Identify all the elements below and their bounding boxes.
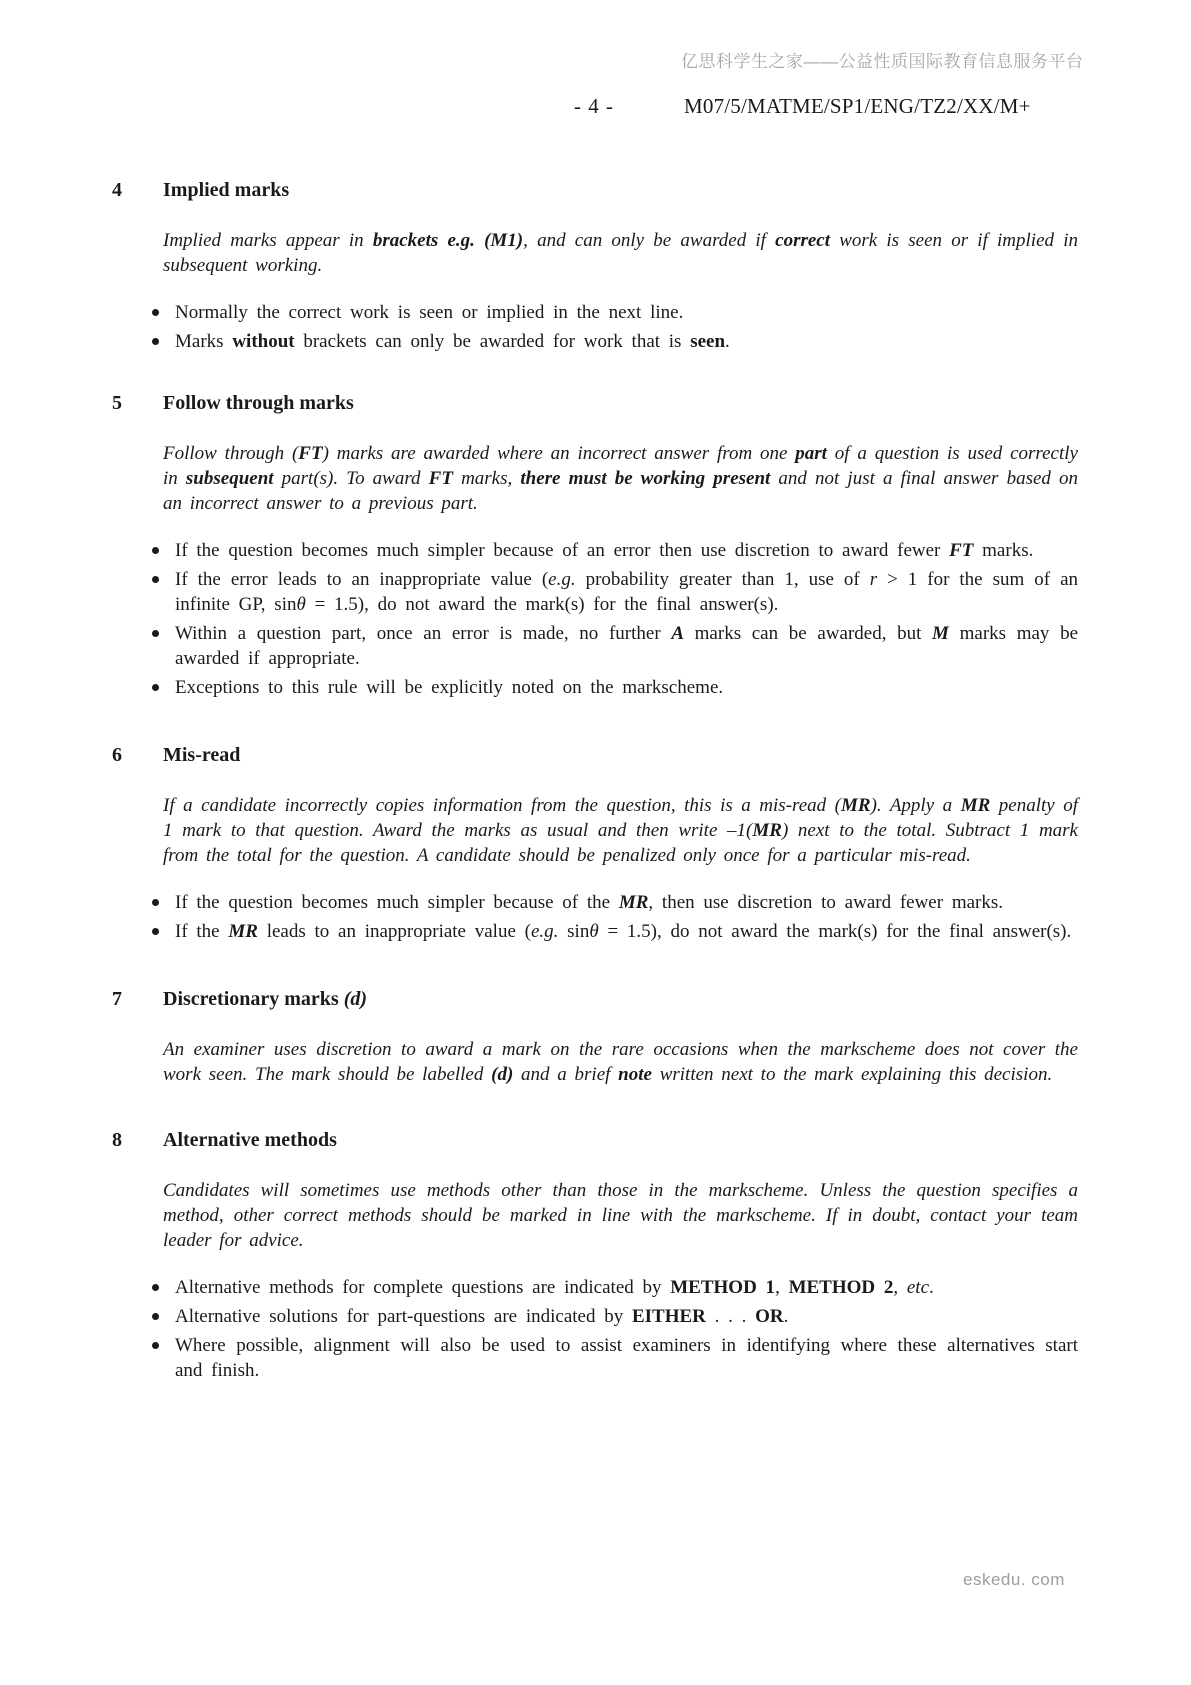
text-run: If the question becomes much simpler because of the: [175, 892, 619, 913]
text-run: MR: [841, 795, 871, 816]
section-6: [112, 743, 1078, 944]
text-run: FT: [949, 540, 974, 561]
bullet-dot: [152, 899, 159, 906]
text-run: If the: [175, 921, 229, 942]
text-run: there must be working present: [520, 468, 771, 489]
text-run: ) next to the total. Subtract 1 mark from the total for the question. A candidate should be penalized only once for a particular mis-read.: [163, 820, 1078, 866]
bullet-list: [163, 1275, 1078, 1383]
bullet-item: [163, 329, 1078, 354]
bullet-item: [163, 300, 1078, 325]
text-run: .: [725, 331, 730, 352]
section-title: [163, 743, 1078, 768]
text-run: Where possible, alignment will also be used to assist examiners in identifying where these alternatives start and finish.: [175, 1335, 1078, 1381]
bullet-dot: [152, 309, 159, 316]
bullet-dot: [152, 928, 159, 935]
section-4: [112, 178, 1078, 354]
text-run: M: [932, 623, 949, 644]
bullet-text: [175, 567, 1078, 617]
text-run: Alternative solutions for part-questions are indicated by: [175, 1306, 632, 1327]
bullet-list: [163, 300, 1078, 354]
text-run: ). Apply a: [870, 795, 961, 816]
bullet-text: [175, 1333, 1078, 1383]
text-run: ,: [775, 1277, 789, 1298]
bullet-dot: [152, 547, 159, 554]
bullet-item: [163, 675, 1078, 700]
text-run: part(s). To award: [273, 468, 429, 489]
section-7: [112, 987, 1078, 1087]
text-run: Within a question part, once an error is made, no further: [175, 623, 672, 644]
text-run: work is seen or if implied in subsequent working.: [163, 230, 1078, 276]
text-run: marks.: [973, 540, 1034, 561]
bullet-dot: [152, 1313, 159, 1320]
text-run: etc: [906, 1277, 930, 1298]
text-run: sin: [558, 921, 590, 942]
text-run: Alternative methods: [163, 1129, 337, 1151]
text-run: e.g.: [530, 921, 559, 942]
bullet-text: [175, 538, 1078, 563]
text-run: FT: [298, 443, 323, 464]
text-run: .: [929, 1277, 934, 1298]
section-8: [112, 1128, 1078, 1383]
text-run: METHOD 2: [788, 1277, 894, 1298]
bullet-dot: [152, 1284, 159, 1291]
bullet-item: [163, 1333, 1078, 1383]
bullet-dot: [152, 684, 159, 691]
bullet-list: [163, 890, 1078, 944]
text-run: > 1 for the sum of an infinite GP, sin: [175, 569, 1078, 615]
section-title: [163, 987, 1078, 1012]
text-run: Mis-read: [163, 744, 241, 766]
section-number: 5: [112, 392, 122, 414]
text-run: Follow through marks: [163, 392, 354, 414]
text-run: Discretionary marks: [163, 988, 344, 1010]
text-run: METHOD 1: [670, 1277, 776, 1298]
text-run: without: [232, 331, 295, 352]
text-run: probability greater than 1, use of: [575, 569, 870, 590]
text-run: .: [783, 1306, 789, 1327]
text-run: , and can only be awarded if: [523, 230, 776, 251]
bullet-text: [175, 890, 1078, 915]
text-run: MR: [960, 795, 991, 816]
text-run: note: [618, 1064, 652, 1085]
bullet-text: [175, 300, 1078, 325]
section-intro: [163, 441, 1078, 516]
section-intro: [163, 793, 1078, 868]
text-run: Implied marks appear in: [163, 230, 373, 251]
text-run: FT: [428, 468, 453, 489]
text-run: Candidates will sometimes use methods other than those in the markscheme. Unless the question specifies a method, other correct methods should be marked in line with the markscheme. If in doubt, contact your team leader for advice.: [163, 1180, 1078, 1251]
text-run: MR: [228, 921, 258, 942]
text-run: Marks: [175, 331, 233, 352]
section-title: [163, 1128, 1078, 1153]
section-number: 7: [112, 988, 122, 1010]
section-title: [163, 391, 1078, 416]
text-run: marks can be awarded, but: [684, 623, 933, 644]
bullet-dot: [152, 576, 159, 583]
text-run: MR: [618, 892, 649, 913]
text-run: Normally the correct work is seen or implied in the next line.: [175, 302, 684, 323]
text-run: penalty of 1 mark to that question. Award the marks as usual and then write –1(: [163, 795, 1078, 841]
text-run: r: [869, 569, 878, 590]
bullet-list: [163, 538, 1078, 700]
text-run: and a brief: [513, 1064, 619, 1085]
text-run: ) marks are awarded where an incorrect answer from one: [322, 443, 796, 464]
bullet-item: [163, 567, 1078, 617]
text-run: (d): [343, 988, 368, 1010]
section-number: 6: [112, 744, 122, 766]
bullet-text: [175, 675, 1078, 700]
bullet-dot: [152, 338, 159, 345]
bullet-text: [175, 621, 1078, 671]
bullet-item: [163, 919, 1078, 944]
text-run: If the question becomes much simpler because of an error then use discretion to award fewer: [175, 540, 950, 561]
text-run: Follow through (: [163, 443, 299, 464]
text-run: subsequent: [185, 468, 274, 489]
bullet-text: [175, 919, 1078, 944]
text-run: An examiner uses discretion to award a mark on the rare occasions when the markscheme does not cover the work seen. The mark should be labelled: [163, 1039, 1078, 1085]
text-run: written next to the mark explaining this decision.: [651, 1064, 1053, 1085]
bullet-text: [175, 329, 1078, 354]
section-intro: [163, 1037, 1078, 1087]
text-run: If the error leads to an inappropriate value (: [175, 569, 549, 590]
text-run: MR: [752, 820, 782, 841]
bullet-item: [163, 621, 1078, 671]
section-number: 8: [112, 1129, 122, 1151]
text-run: (d): [491, 1064, 514, 1085]
text-run: ,: [893, 1277, 907, 1298]
bullet-dot: [152, 1342, 159, 1349]
text-run: . . .: [705, 1306, 756, 1327]
document-code: M07/5/MATME/SP1/ENG/TZ2/XX/M+: [684, 94, 1031, 118]
bullet-text: [175, 1275, 1078, 1300]
text-run: = 1.5), do not award the mark(s) for the final answer(s).: [305, 594, 779, 615]
text-run: e.g.: [548, 569, 576, 590]
section-5: [112, 391, 1078, 700]
sections-container: [112, 178, 1078, 1383]
top-watermark-text: 亿思科学生之家——公益性质国际教育信息服务平台: [681, 52, 1084, 71]
text-run: If a candidate incorrectly copies information from the question, this is a mis-read (: [163, 795, 841, 816]
text-run: Exceptions to this rule will be explicitly noted on the markscheme.: [175, 677, 724, 698]
text-run: marks,: [452, 468, 521, 489]
bullet-item: [163, 538, 1078, 563]
text-run: = 1.5), do not award the mark(s) for the final answer(s).: [598, 921, 1072, 942]
text-run: brackets can only be awarded for work that is: [294, 331, 691, 352]
text-run: seen: [690, 331, 726, 352]
text-run: brackets e.g. (M1): [372, 230, 524, 251]
text-run: leads to an inappropriate value (: [257, 921, 531, 942]
bottom-watermark-text: eskedu. com: [963, 1570, 1065, 1589]
bullet-text: [175, 1304, 1078, 1329]
text-run: Implied marks: [163, 179, 290, 201]
bullet-item: [163, 1275, 1078, 1300]
text-run: OR: [755, 1306, 784, 1327]
bullet-item: [163, 1304, 1078, 1329]
bullet-dot: [152, 630, 159, 637]
text-run: θ: [296, 594, 306, 615]
text-run: of a question is used correctly in: [163, 443, 1078, 489]
section-intro: [163, 228, 1078, 278]
text-run: Alternative methods for complete questions are indicated by: [175, 1277, 671, 1298]
text-run: and not just a final answer based on an incorrect answer to a previous part.: [163, 468, 1079, 514]
bullet-item: [163, 890, 1078, 915]
section-title: [163, 178, 1078, 203]
text-run: EITHER: [631, 1306, 706, 1327]
text-run: , then use discretion to award fewer marks.: [648, 892, 1004, 913]
text-run: A: [671, 623, 684, 644]
page-number: - 4 -: [574, 94, 614, 118]
text-run: part: [795, 443, 827, 464]
text-run: marks may be awarded if appropriate.: [175, 623, 1078, 669]
text-run: correct: [775, 230, 831, 251]
section-number: 4: [112, 179, 122, 201]
text-run: θ: [589, 921, 599, 942]
section-intro: [163, 1178, 1078, 1253]
